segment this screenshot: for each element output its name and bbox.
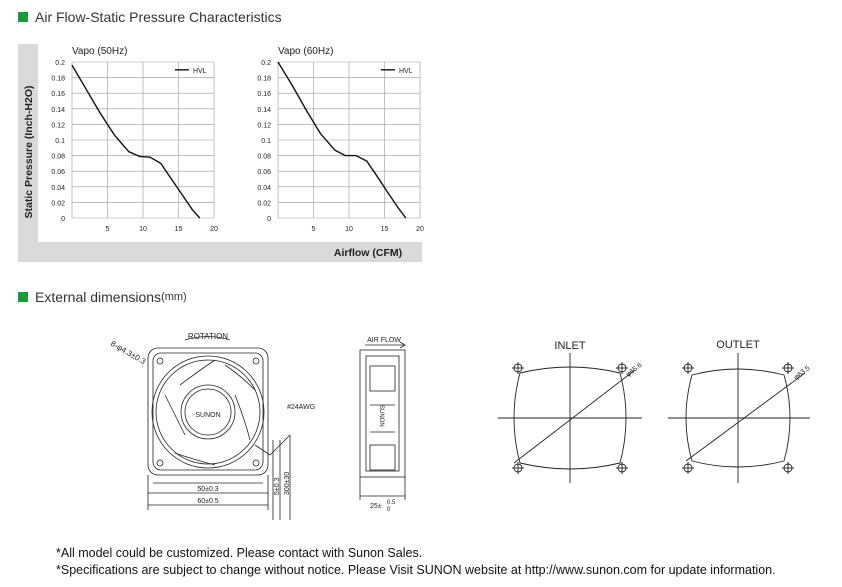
y-tick-label: 0.04 [257, 184, 271, 192]
chart-50hz [51, 46, 218, 233]
chart-title: Vapo (50Hz) [72, 46, 128, 57]
rotation-label: ROTATION [187, 332, 229, 341]
depth-tol-bottom: 0 [387, 507, 391, 513]
y-tick-label: 0.02 [257, 200, 271, 208]
dim-lead2: 300±30 [284, 471, 291, 495]
y-tick-label: 0.04 [51, 184, 65, 192]
y-tick-label: 0.16 [51, 91, 65, 99]
section-heading-dimensions [18, 289, 187, 305]
wire-label: #24AWG [287, 404, 316, 411]
side-view-drawing [350, 330, 420, 520]
green-square-icon [18, 12, 28, 22]
legend-label: HVL [398, 67, 413, 75]
outlet-dia: φ63.5 [792, 364, 812, 382]
y-tick-label: 0 [267, 216, 271, 223]
section-heading-airflow [18, 9, 282, 25]
side-brand: SUNON [378, 405, 384, 427]
front-view-drawing [105, 325, 316, 525]
section-title: External dimensions [35, 289, 162, 305]
section-title: Air Flow-Static Pressure Characteristics [35, 9, 282, 25]
inlet-dia: φ65.6 [624, 361, 644, 379]
depth-tol-top: 0.5 [387, 500, 396, 506]
x-tick-label: 5 [311, 226, 316, 233]
dim-lead1: 5±0.3 [274, 477, 281, 495]
section-unit: (mm) [161, 291, 187, 303]
legend-label: HVL [192, 67, 207, 75]
y-tick-label: 0.12 [257, 122, 271, 130]
y-tick-label: 0.14 [51, 106, 65, 114]
y-tick-label: 0.14 [257, 106, 271, 114]
chart-title: Vapo (60Hz) [278, 46, 334, 57]
dim-outer: 60±0.5 [197, 498, 219, 505]
x-tick-label: 20 [210, 226, 218, 233]
airflow-pressure-chart-panel [18, 44, 422, 262]
y-tick-label: 0.08 [257, 153, 271, 161]
x-tick-label: 15 [380, 226, 389, 233]
y-tick-label: 0 [61, 216, 65, 223]
y-tick-label: 0.06 [51, 169, 65, 177]
x-axis-label: Airflow (CFM) [333, 247, 403, 259]
green-square-icon [18, 292, 28, 302]
x-tick-label: 15 [174, 226, 183, 233]
outlet-label: OUTLET [716, 339, 760, 351]
y-tick-label: 0.1 [261, 138, 271, 145]
airflow-label: AIR FLOW [367, 337, 401, 344]
depth-label: 25± [370, 503, 382, 510]
y-tick-label: 0.18 [257, 75, 271, 83]
y-tick-label: 0.06 [257, 169, 271, 177]
chart-60hz [257, 46, 424, 233]
brand-label: SUNON [195, 412, 221, 419]
y-tick-label: 0.1 [55, 138, 65, 145]
y-axis-label: Static Pressure (Inch-H2O) [23, 85, 35, 219]
outlet-drawing [660, 335, 825, 495]
footnote-2: *Specifications are subject to change without notice. Please Visit SUNON website at http://www.sunon.com for update information. [56, 563, 776, 577]
y-tick-label: 0.18 [51, 75, 65, 83]
x-tick-label: 10 [345, 226, 353, 233]
dim-inner: 50±0.3 [197, 486, 219, 493]
x-tick-label: 20 [416, 226, 424, 233]
y-tick-label: 0.12 [51, 122, 65, 130]
y-tick-label: 0.2 [55, 60, 65, 67]
footnote-1: *All model could be customized. Please contact with Sunon Sales. [56, 546, 423, 560]
series-line [72, 65, 200, 218]
y-tick-label: 0.16 [257, 91, 271, 99]
x-tick-label: 5 [105, 226, 110, 233]
y-tick-label: 0.08 [51, 153, 65, 161]
x-tick-label: 10 [139, 226, 147, 233]
y-tick-label: 0.02 [51, 200, 65, 208]
inlet-label: INLET [554, 340, 586, 352]
hole-label: 8-φ4.3±0.3 [109, 338, 148, 367]
inlet-drawing [490, 335, 655, 495]
y-tick-label: 0.2 [261, 60, 271, 67]
